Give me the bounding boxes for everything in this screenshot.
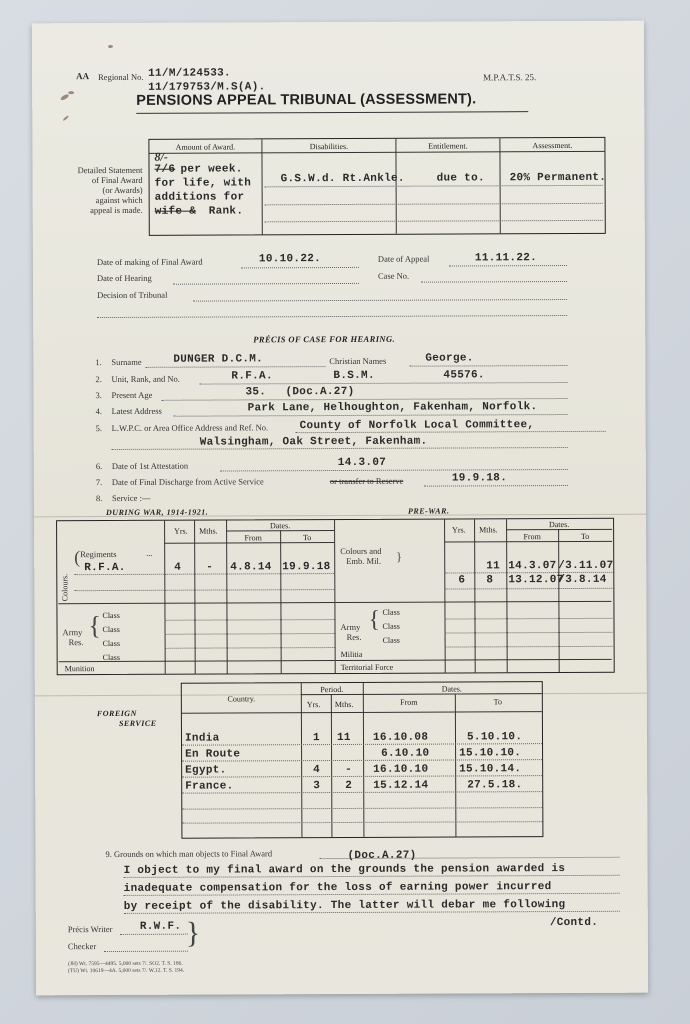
area-office-label: L.W.P.C. or Area Office Address and Ref. No. bbox=[111, 422, 269, 433]
side-label-line: Detailed Statement bbox=[77, 164, 143, 176]
pre-brace: } bbox=[396, 549, 403, 564]
document-page bbox=[32, 21, 648, 996]
writer-value: R.W.F. bbox=[139, 920, 182, 933]
aa-mark: AA bbox=[76, 71, 90, 82]
foreign-to-header: To bbox=[493, 697, 503, 707]
unit-label: Unit, Rank, and No. bbox=[111, 373, 180, 384]
dotted-line bbox=[120, 934, 188, 935]
war-yrs-header: Yrs. bbox=[174, 526, 188, 536]
class-label: Class bbox=[102, 624, 120, 635]
foreign-to: 15.10.14. bbox=[459, 763, 522, 776]
unit-value: R.F.A. bbox=[231, 370, 273, 383]
pre-mths: 11 bbox=[486, 560, 501, 573]
class-label: Class bbox=[382, 635, 400, 645]
final-award-label: Date of making of Final Award bbox=[96, 256, 203, 268]
pre-mths: 8 bbox=[486, 574, 494, 587]
assessment-value: 20% Permanent. bbox=[509, 171, 607, 185]
foreign-yrs: 1 bbox=[312, 732, 320, 745]
print-line-2: (TU) Wt. 10619—4A. 5,000 sets 7/. W.12. T. S. 194. bbox=[68, 967, 185, 975]
regional-no-2: 11/179753/M.S(A). bbox=[148, 81, 266, 94]
age-value: 35. bbox=[245, 386, 267, 399]
dotted-line bbox=[145, 366, 325, 368]
pre-yrs: 6 bbox=[458, 574, 466, 587]
discharge-label: Date of Final Discharge from Active Service bbox=[111, 476, 264, 487]
pre-yrs-header: Yrs. bbox=[452, 525, 466, 535]
pre-from: 13.12.07 bbox=[508, 574, 564, 587]
dotted-line bbox=[104, 951, 188, 952]
dotted-line bbox=[199, 382, 567, 385]
dotted-line bbox=[449, 265, 567, 267]
foreign-mths: 2 bbox=[345, 779, 353, 792]
appeal-date: 11.11.22. bbox=[474, 252, 538, 265]
attestation-label: Date of 1st Attestation bbox=[111, 460, 189, 471]
dotted-line bbox=[241, 267, 359, 269]
war-mths-header: Mths. bbox=[199, 526, 218, 536]
class-label: Class bbox=[382, 621, 400, 631]
pre-from-header: From bbox=[523, 532, 541, 542]
surname-value: DUNGER D.C.M. bbox=[173, 353, 264, 366]
foreign-yrs: 4 bbox=[313, 764, 321, 777]
militia-label: Militia bbox=[340, 649, 363, 659]
col-disabilities: Disabilities. bbox=[309, 141, 349, 152]
war-to: 19.9.18 bbox=[282, 561, 331, 574]
item-num: 1. bbox=[95, 357, 102, 368]
foreign-label-2: SERVICE bbox=[118, 718, 157, 728]
checker-label: Checker bbox=[67, 941, 97, 952]
writer-label: Précis Writer bbox=[67, 923, 113, 935]
pre-emb-label: Emb. Mil. bbox=[346, 555, 381, 566]
side-label-line: (or Awards) bbox=[102, 184, 143, 196]
pre-dates-header: Dates. bbox=[548, 520, 570, 530]
ink-stain bbox=[68, 91, 74, 94]
rank-value: B.S.M. bbox=[333, 369, 375, 383]
res-label: Res. bbox=[68, 637, 84, 648]
area-office-value-2: Walsingham, Oak Street, Fakenham. bbox=[199, 435, 428, 449]
dotted-line bbox=[424, 485, 568, 487]
final-award-date: 10.10.22. bbox=[258, 253, 322, 266]
amount-struck: 7/6 bbox=[154, 163, 176, 176]
foreign-from-header: From bbox=[400, 697, 418, 707]
item-num: 5. bbox=[95, 423, 103, 434]
war-from: 4.8.14 bbox=[230, 561, 272, 574]
col-entitlement: Entitlement. bbox=[428, 141, 468, 151]
side-label-line: appeal is made. bbox=[90, 204, 143, 216]
appeal-label: Date of Appeal bbox=[377, 253, 430, 264]
foreign-from: 16.10.08 bbox=[372, 731, 429, 744]
dotted-line bbox=[220, 469, 568, 472]
during-war-heading: DURING WAR, 1914-1921. bbox=[105, 507, 209, 518]
item-num: 7. bbox=[95, 477, 103, 488]
war-dates-header: Dates. bbox=[269, 521, 291, 531]
pre-army-brace: { bbox=[368, 606, 381, 633]
army-brace: { bbox=[88, 611, 102, 641]
army-label: Army bbox=[62, 627, 83, 638]
pre-to-header: To bbox=[580, 531, 590, 541]
foreign-country: India bbox=[184, 732, 220, 745]
war-mths: - bbox=[206, 561, 214, 574]
grounds-doc-ref: (Doc.A.27) bbox=[347, 849, 417, 862]
attestation-value: 14.3.07 bbox=[337, 456, 387, 470]
dotted-line bbox=[421, 281, 567, 283]
dots: ... bbox=[146, 548, 153, 558]
dotted-line bbox=[173, 283, 359, 285]
war-yrs: 4 bbox=[174, 561, 182, 574]
foreign-to: 15.10.10. bbox=[459, 747, 522, 760]
pre-mths-header: Mths. bbox=[479, 525, 498, 535]
dotted-line bbox=[174, 414, 568, 417]
foreign-country: En Route bbox=[185, 748, 241, 761]
pre-to: /3.11.07 bbox=[558, 559, 614, 573]
foreign-country: France. bbox=[185, 780, 234, 793]
service-label: Service :— bbox=[111, 492, 151, 503]
amount-handwritten: 8/- bbox=[154, 149, 168, 164]
foreign-label-1: FOREIGN bbox=[96, 708, 137, 719]
grounds-line: inadequate compensation for the loss of earning power incurred bbox=[123, 881, 552, 895]
dotted-line bbox=[193, 299, 567, 302]
class-label: Class bbox=[382, 607, 400, 617]
pre-from: 14.3.07 bbox=[508, 560, 557, 573]
form-code: M.P.A.T.S. 25. bbox=[483, 72, 537, 83]
item-num: 3. bbox=[95, 390, 102, 401]
number-value: 45576. bbox=[443, 369, 485, 382]
entitlement-value: due to. bbox=[436, 172, 485, 185]
item-num: 8. bbox=[95, 493, 103, 504]
amount-line: additions for bbox=[154, 191, 245, 204]
foreign-yrs: 3 bbox=[313, 780, 321, 793]
discharge-struck-label: or transfer to Reserve bbox=[329, 475, 404, 487]
foreign-to: 27.5.18. bbox=[467, 779, 523, 792]
foreign-from: 6.10.10 bbox=[381, 747, 430, 760]
print-line-1: (JH) Wt. 7595—4495. 5,000 sets 7/. SO2. T. S. 186. bbox=[67, 960, 183, 968]
foreign-mths-header: Mths. bbox=[334, 699, 354, 710]
colours-vertical-label: Colours. bbox=[60, 573, 70, 602]
foreign-mths: - bbox=[345, 763, 353, 776]
ink-stain bbox=[108, 45, 113, 48]
war-from-header: From bbox=[244, 533, 262, 543]
case-label: Case No. bbox=[377, 270, 410, 281]
grounds-line: by receipt of the disability. The latter will debar me following bbox=[123, 899, 566, 913]
war-regiment: R.F.A. bbox=[84, 561, 126, 575]
grounds-contd: /Contd. bbox=[549, 916, 599, 930]
war-to-header: To bbox=[302, 533, 312, 543]
regional-no-1: 11/M/124533. bbox=[148, 67, 231, 80]
age-doc-ref: (Doc.A.27) bbox=[285, 385, 355, 399]
pre-colours-label: Colours and bbox=[340, 545, 382, 556]
pre-war-heading: PRE-WAR. bbox=[407, 506, 450, 516]
hearing-label: Date of Hearing bbox=[96, 272, 152, 284]
munition-label: Munition bbox=[64, 664, 95, 674]
foreign-country: Egypt. bbox=[185, 764, 227, 777]
period-header: Period. bbox=[320, 684, 344, 695]
item-num: 6. bbox=[95, 461, 103, 472]
grounds-label: 9. Grounds on which man objects to Final Award bbox=[105, 848, 273, 860]
territorial-label: Territorial Force bbox=[340, 662, 394, 672]
christian-names-label: Christian Names bbox=[329, 355, 387, 367]
dotted-line bbox=[409, 365, 567, 367]
item-num: 4. bbox=[95, 406, 102, 417]
discharge-value: 19.9.18. bbox=[451, 472, 508, 485]
class-label: Class bbox=[102, 610, 120, 621]
foreign-from: 16.10.10 bbox=[373, 763, 429, 776]
precis-heading: PRÉCIS OF CASE FOR HEARING. bbox=[253, 333, 396, 345]
decision-label: Decision of Tribunal bbox=[97, 289, 168, 301]
colours-brace: ( bbox=[74, 547, 81, 568]
foreign-dates-header: Dates. bbox=[441, 684, 462, 694]
pre-to: /3.8.14 bbox=[558, 573, 607, 587]
col-amount: Amount of Award. bbox=[175, 142, 236, 152]
amount-struck: wife & bbox=[154, 205, 197, 218]
amount-line: for life, with bbox=[154, 177, 252, 190]
page-title: PENSIONS APPEAL TRIBUNAL (ASSESSMENT). bbox=[136, 91, 477, 109]
foreign-to: 5.10.10. bbox=[466, 731, 523, 744]
foreign-yrs-header: Yrs. bbox=[306, 700, 321, 710]
country-header: Country. bbox=[227, 694, 256, 704]
side-label-line: against which bbox=[95, 194, 143, 206]
pre-army-label: Army bbox=[340, 621, 361, 632]
amount-line: Rank. bbox=[208, 205, 244, 218]
title-underline bbox=[136, 111, 528, 114]
amount-line: per week. bbox=[180, 163, 243, 176]
pre-res-label: Res. bbox=[346, 631, 362, 642]
dotted-line bbox=[97, 315, 567, 318]
foreign-from: 15.12.14 bbox=[373, 779, 429, 792]
regiments-label: Regiments bbox=[80, 548, 117, 560]
col-assessment: Assessment. bbox=[532, 140, 573, 151]
christian-names-value: George. bbox=[425, 352, 474, 365]
ink-stain bbox=[60, 93, 70, 101]
side-label-line: of Final Award bbox=[91, 174, 143, 186]
foreign-mths: 11 bbox=[336, 731, 351, 745]
award-side-label bbox=[51, 165, 143, 215]
ink-stain bbox=[62, 115, 69, 121]
class-label: Class bbox=[102, 652, 121, 663]
item-num: 2. bbox=[95, 374, 102, 385]
grounds-line: I object to my final award on the grounds the pension awarded is bbox=[123, 863, 566, 877]
age-label: Present Age bbox=[111, 389, 153, 400]
address-label: Latest Address bbox=[111, 405, 162, 416]
address-value: Park Lane, Helhoughton, Fakenham, Norfolk. bbox=[247, 401, 538, 415]
disability-value: G.S.W.d. Rt.Ankle. bbox=[280, 172, 405, 186]
area-office-value: County of Norfolk Local Committee, bbox=[299, 419, 535, 433]
footer-brace: } bbox=[185, 916, 201, 950]
regional-label: Regional No. bbox=[98, 71, 144, 83]
surname-label: Surname bbox=[111, 356, 142, 367]
class-label: Class bbox=[102, 638, 120, 649]
